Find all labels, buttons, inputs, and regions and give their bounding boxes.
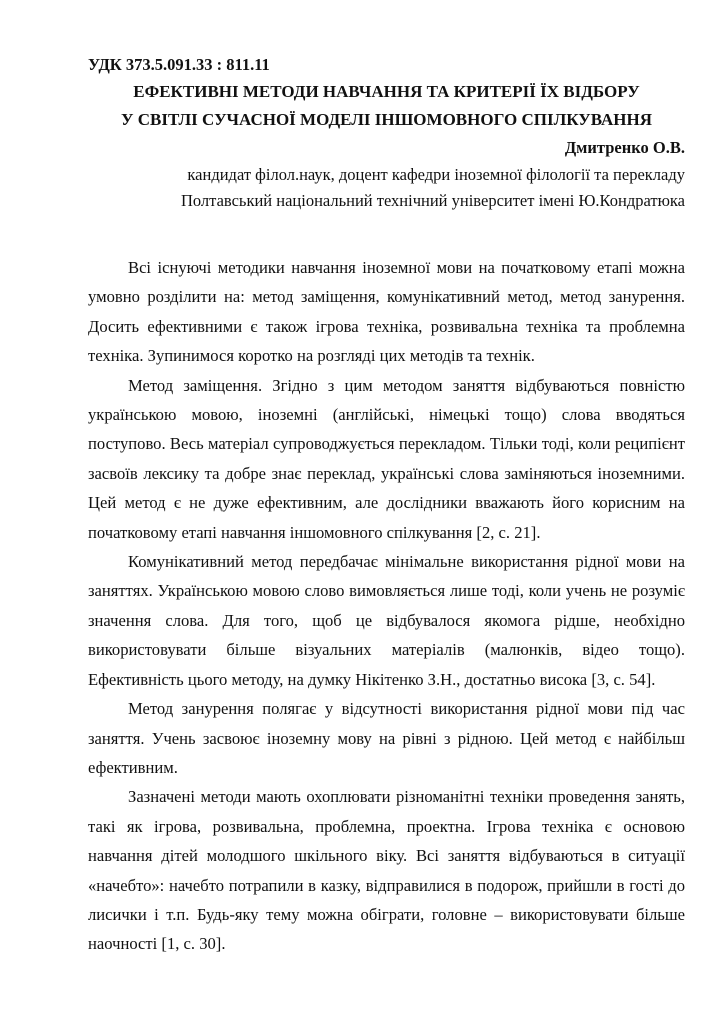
paragraph-2 [88, 371, 685, 547]
paragraph-4 [88, 694, 685, 782]
paragraph-5 [88, 782, 685, 958]
article-title-line-2: У СВІТЛІ СУЧАСНОЇ МОДЕЛІ ІНШОМОВНОГО СПІЛКУВАННЯ [121, 110, 652, 129]
udc-code: УДК 373.5.091.33 : 811.11 [88, 55, 270, 74]
paragraph-text: Зазначені методи мають охоплювати різноманітні техніки проведення занять, такі як ігрова, розвивальна, проблемна, проектна. Ігрова техніка є основою навчання дітей молодшого шкільного віку. Всі заняття відбуваються в ситуації «начебто»: начебто потрапили в казку, відправилися в подорож, прийшли в гості до лисички і т.п. Будь-яку тему можна обіграти, головне – використовувати більше наочності [1, с. 30]. [88, 787, 685, 954]
article-title [88, 78, 685, 134]
author-position: кандидат філол.наук, доцент кафедри іноземної філології та перекладу [187, 165, 685, 184]
paragraph-text: Метод занурення полягає у відсутності використання рідної мови під час заняття. Учень засвоює іноземну мову на рівні з рідною. Цей метод є найбільш ефективним. [88, 699, 685, 777]
paragraph-3 [88, 547, 685, 694]
author-institution: Полтавський національний технічний університет імені Ю.Кондратюка [180, 191, 685, 210]
paragraph-text: Всі існуючі методики навчання іноземної мови на початковому етапі можна умовно розділити на: метод заміщення, комунікативний метод, метод занурення. Досить ефективними є також ігрова техніка, розвивальна техніка та проблемна техніка. Зупинимося коротко на розгляді цих методів та технік. [88, 258, 685, 366]
article-title-line-1: ЕФЕКТИВНІ МЕТОДИ НАВЧАННЯ ТА КРИТЕРІЇ ЇХ ВІДБОРУ [133, 82, 640, 101]
paragraph-1 [88, 253, 685, 371]
paragraph-text: Комунікативний метод передбачає мінімальне використання рідної мови на заняттях. Українською мовою слово вимовляється лише тоді, коли учень не розуміє значення слова. Для того, щоб це відбувалося якомога рідше, необхідно використовувати більше візуальних матеріалів (малюнків, відео тощо). Ефективність цього методу, на думку Нікітенко З.Н., достатньо висока [3, с. 54]. [88, 552, 685, 689]
article-body [88, 253, 685, 959]
author-name: Дмитренко О.В. [564, 138, 685, 157]
paragraph-lead: Метод заміщення. [128, 375, 263, 395]
paragraph-text: Згідно з цим методом заняття відбуваються повністю українською мовою, іноземні (англійські, німецькі тощо) слова вводяться поступово. Весь матеріал супроводжується перекладом. Тільки тоді, коли реципієнт засвоїв лексику та добре знає переклад, українські слова заміняються іноземними. Цей метод є не дуже ефективним, але дослідники вважають його корисним на початковому етапі навчання іншомовного спілкування [2, с. 21]. [88, 375, 685, 542]
